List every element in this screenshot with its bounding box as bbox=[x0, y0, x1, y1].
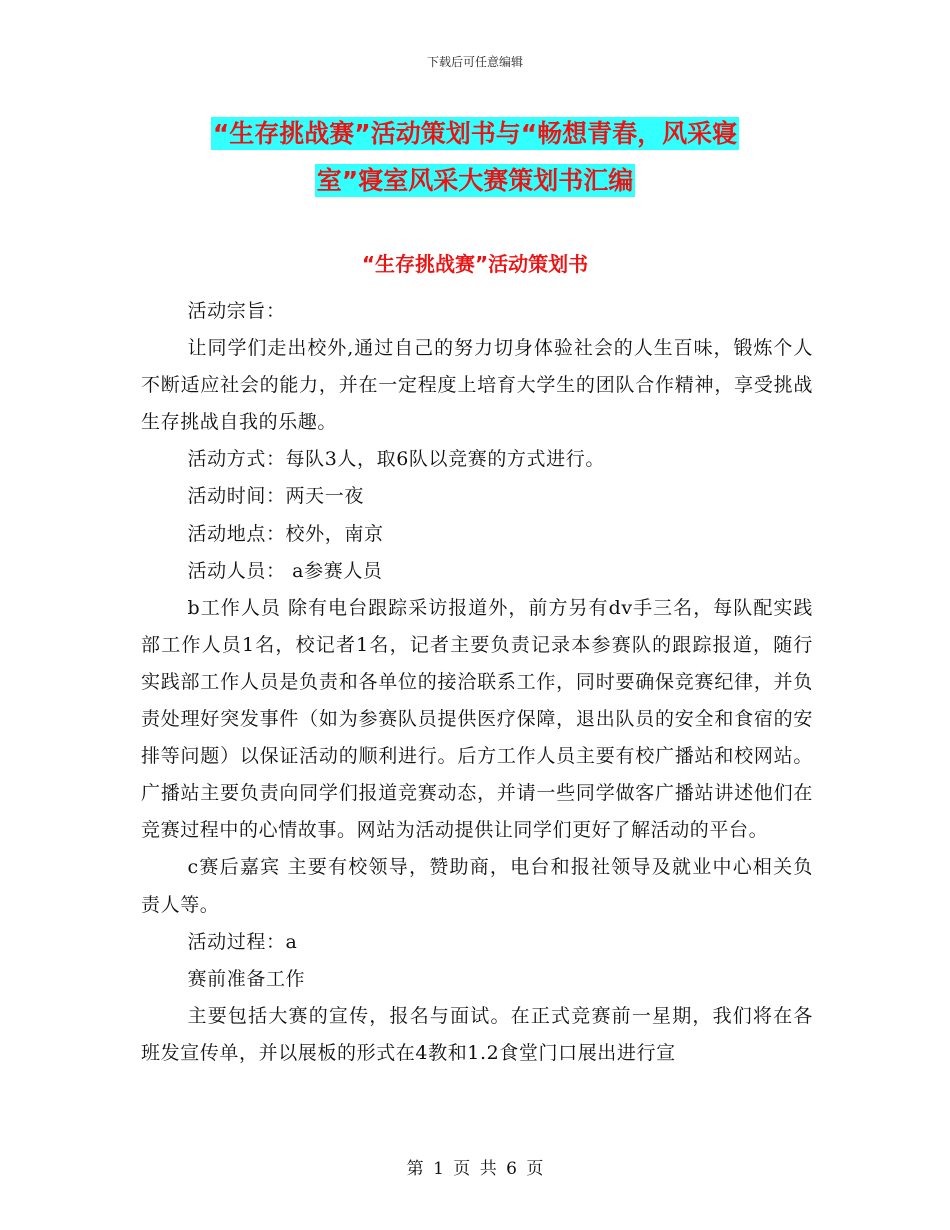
paragraph-location: 活动地点：校外，南京 bbox=[187, 522, 384, 545]
paragraph-preparation: 主要包括大赛的宣传，报名与面试。在正式竞赛前一星期，我们将在各班发宣传单，并以展板的形式在4教和1.2食堂门口展出进行宣 bbox=[141, 1004, 813, 1064]
document-title-line-2: 室”寝室风采大赛策划书汇编 bbox=[316, 166, 634, 195]
paragraph-staff: b工作人员 除有电台跟踪采访报道外，前方另有dv手三名，每队配实践部工作人员1名，校记者1名，记者主要负责记录本参赛队的跟踪报道，随行实践部工作人员是负责和各单位的接洽联系工作，同时要确保竞赛纪律，并负责处理好突发事件（如为参赛队员提供医疗保障，退出队员的安全和食宿的安排等问题）以保证活动的顺利进行。后方工作人员主要有校广播站和校网站。广播站主要负责向同学们报道竞赛动态，并请一些同学做客广播站讲述他们在竞赛过程中的心情故事。网站为活动提供让同学们更好了解活动的平台。 bbox=[141, 596, 813, 842]
paragraph-preparation-heading: 赛前准备工作 bbox=[187, 967, 306, 990]
document-title bbox=[150, 110, 800, 204]
paragraph-process: 活动过程：a bbox=[187, 930, 298, 953]
paragraph-method: 活动方式：每队3人，取6队以竞赛的方式进行。 bbox=[187, 448, 605, 471]
paragraph-purpose: 让同学们走出校外,通过自己的努力切身体验社会的人生百味，锻炼个人不断适应社会的能力，并在一定程度上培育大学生的团队合作精神，享受挑战生存挑战自我的乐趣。 bbox=[141, 337, 813, 434]
section-title: “生存挑战赛”活动策划书 bbox=[361, 252, 589, 276]
paragraph-participants: 活动人员： a参赛人员 bbox=[187, 559, 383, 582]
paragraph-time: 活动时间：两天一夜 bbox=[187, 485, 364, 508]
header-note: 下载后可任意编辑 bbox=[426, 55, 523, 69]
document-title-line-1: “生存挑战赛”活动策划书与“畅想青春，风采寝 bbox=[212, 119, 738, 148]
document-body bbox=[141, 293, 813, 1072]
paragraph-guests: c赛后嘉宾 主要有校领导，赞助商，电台和报社领导及就业中心相关负责人等。 bbox=[141, 856, 813, 916]
page-footer: 第 1 页 共 6 页 bbox=[406, 1159, 544, 1179]
paragraph-purpose-heading: 活动宗旨： bbox=[187, 300, 286, 322]
